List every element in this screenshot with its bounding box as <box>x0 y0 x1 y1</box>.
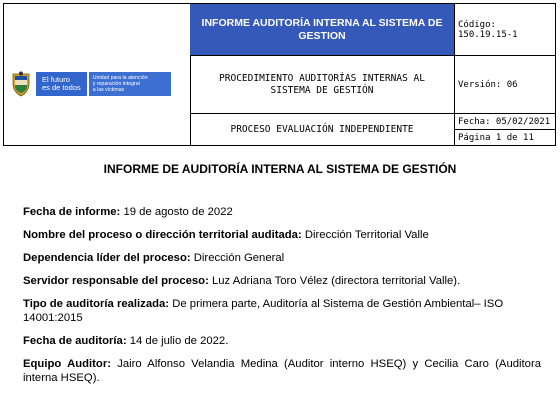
field-responsible <box>23 274 541 288</box>
process-name: PROCESO EVALUACIÓN INDEPENDIENTE <box>230 124 414 135</box>
doc-version: Versión: 06 <box>458 79 518 90</box>
procedure-cell <box>190 56 455 114</box>
field-audit-team <box>23 357 541 385</box>
coat-of-arms-icon <box>10 71 32 97</box>
logo-cell <box>4 4 191 145</box>
field-label: Fecha de informe: <box>23 206 121 218</box>
page-number: Página 1 de 11 <box>458 132 534 143</box>
slogan-block <box>36 72 87 96</box>
report-fields <box>23 205 541 394</box>
doc-title-cell <box>190 4 455 56</box>
field-value: Jairo Alfonso Velandia Medina (Auditor interno HSEQ) y Cecilia Caro (Auditora interna HSEQ). <box>23 358 542 384</box>
field-value: 19 de agosto de 2022 <box>123 206 233 218</box>
process-cell <box>190 114 455 145</box>
field-value: 14 de julio de 2022. <box>129 335 229 347</box>
field-report-date <box>23 205 541 219</box>
field-audit-date <box>23 334 541 348</box>
field-label: Dependencia líder del proceso: <box>23 252 191 264</box>
slogan-line-1: El futuro <box>42 75 70 84</box>
gov-logo <box>10 70 182 98</box>
field-label: Fecha de auditoría: <box>23 335 127 347</box>
field-label: Equipo Auditor: <box>23 358 111 370</box>
version-cell <box>455 56 555 114</box>
field-lead-unit <box>23 251 541 265</box>
document-header-table <box>3 3 556 146</box>
field-label: Servidor responsable del proceso: <box>23 275 209 287</box>
unit-line-3: a las víctimas <box>92 87 125 93</box>
field-label: Tipo de auditoría realizada: <box>23 298 170 310</box>
page-cell <box>455 130 555 145</box>
field-value: Dirección Territorial Valle <box>304 229 429 241</box>
field-process-name <box>23 228 541 242</box>
field-label: Nombre del proceso o dirección territorial auditada: <box>23 229 302 241</box>
field-value: De primera parte, Auditoría al Sistema de Gestión Ambiental– ISO 14001:2015 <box>23 298 504 324</box>
field-audit-type <box>23 297 541 325</box>
unit-name-block <box>89 72 171 96</box>
field-value: Dirección General <box>193 252 285 264</box>
doc-date: Fecha: 05/02/2021 <box>458 116 551 127</box>
code-cell <box>455 4 555 56</box>
procedure-name: PROCEDIMIENTO AUDITORÍAS INTERNAS AL SISTEMA DE GESTIÓN <box>219 72 425 96</box>
doc-code: Código: 150.19.15-1 <box>458 19 518 40</box>
unit-line-1: Unidad para la atención <box>92 75 148 81</box>
date-cell <box>455 114 555 130</box>
slogan-line-2: es de todos <box>42 83 81 92</box>
unit-line-2: y reparación integral <box>92 81 140 87</box>
field-value: Luz Adriana Toro Vélez (directora territorial Valle). <box>211 275 461 287</box>
doc-title: INFORME AUDITORÍA INTERNA AL SISTEMA DE GESTION <box>201 16 443 42</box>
report-title: INFORME DE AUDITORÍA INTERNA AL SISTEMA DE GESTIÓN <box>103 162 457 176</box>
